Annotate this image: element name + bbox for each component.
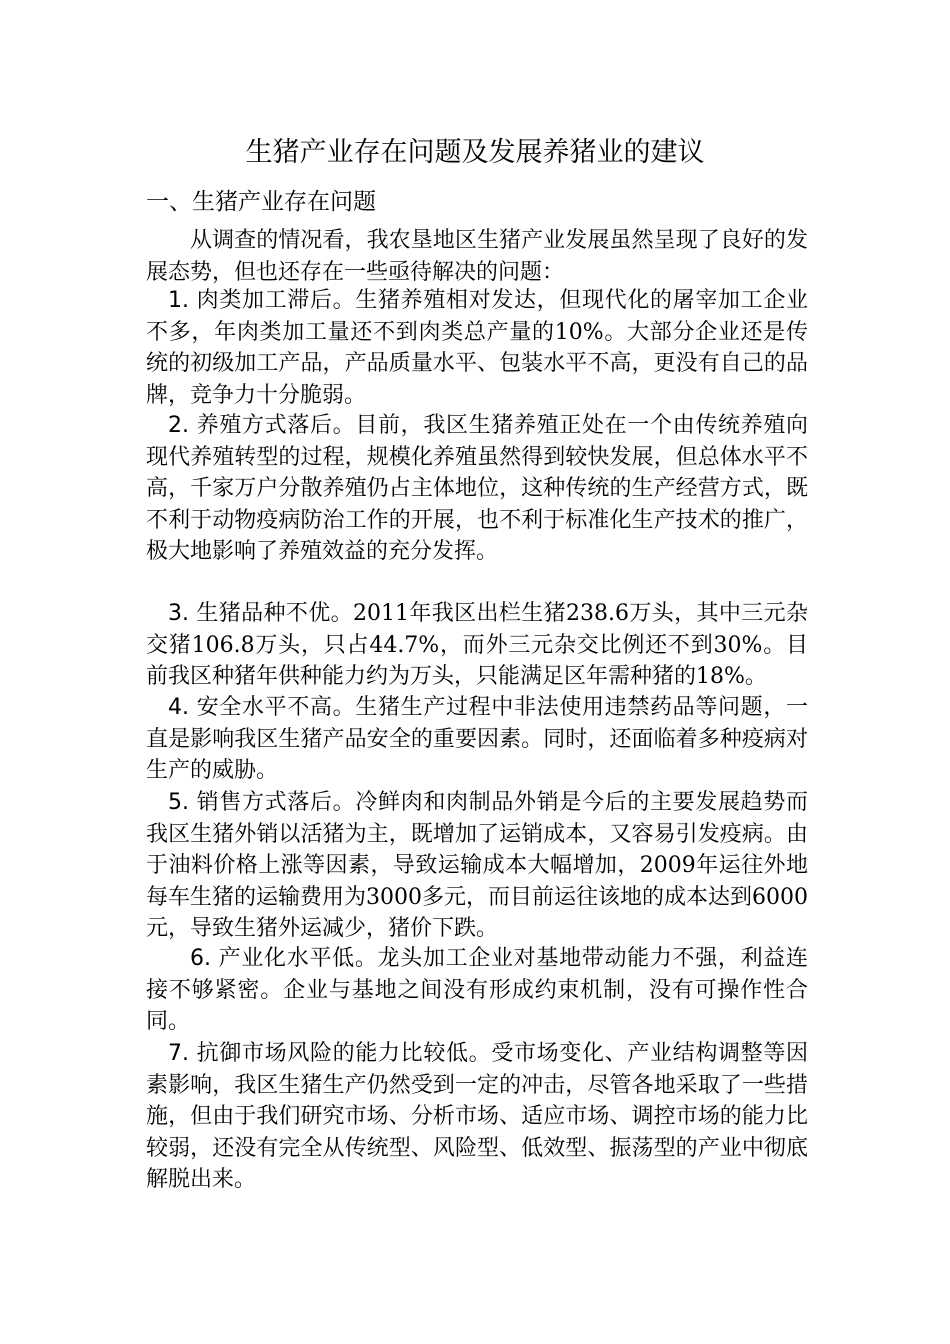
item-2-lead: 2. 养殖方式落后。 xyxy=(168,413,356,438)
item-2-body: 目前，我区生猪养殖正处在一个由传统养殖向现代养殖转型的过程，规模化养殖虽然得到较快发展，但总体水平不高，千家万户分散养殖仍占主体地位，这种传统的生产经营方式，既不利于动物疫病防治工作的开展，也不利于标准化生产技术的推广，极大地影响了养殖效益的充分发挥。 xyxy=(146,413,808,564)
paragraph-item-6 xyxy=(146,943,808,1038)
section-heading: 一、生猪产业存在问题 xyxy=(146,189,376,215)
document-title: 生猪产业存在问题及发展养猪业的建议 xyxy=(245,137,705,168)
paragraph-item-4 xyxy=(146,692,808,787)
item-5-body: 冷鲜肉和肉制品外销是今后的主要发展趋势而我区生猪外销以活猪为主，既增加了运销成本，又容易引发疫病。由于油料价格上涨等因素，导致运输成本大幅增加，2009年运往外地每车生猪的运输费用为3000多元，而目前运往该地的成本达到6000元，导致生猪外运减少，猪价下跌。 xyxy=(146,790,808,941)
item-6-body: 龙头加工企业对基地带动能力不强，利益连接不够紧密。企业与基地之间没有形成约束机制，没有可操作性合同。 xyxy=(146,946,808,1034)
item-1-body: 生猪养殖相对发达，但现代化的屠宰加工企业不多，年肉类加工量还不到肉类总产量的10%。大部分企业还是传统的初级加工产品，产品质量水平、包装水平不高，更没有自己的品牌，竞争力十分脆弱。 xyxy=(146,288,808,408)
item-3-body: 2011年我区出栏生猪238.6万头，其中三元杂交猪106.8万头，只占44.7%，而外三元杂交比例还不到30%。目前我区种猪年供种能力约为万头，只能满足区年需种猪的18%。 xyxy=(146,601,808,689)
intro-paragraph: 从调查的情况看，我农垦地区生猪产业发展虽然呈现了良好的发展态势，但也还存在一些亟待解决的问题： xyxy=(146,228,808,285)
item-3-lead: 3. 生猪品种不优。 xyxy=(168,601,353,626)
paragraph-item-1 xyxy=(146,285,808,411)
paragraph-item-5 xyxy=(146,787,808,945)
item-7-body: 受市场变化、产业结构调整等因素影响，我区生猪生产仍然受到一定的冲击，尽管各地采取了一些措施，但由于我们研究市场、分析市场、适应市场、调控市场的能力比较弱，还没有完全从传统型、风险型、低效型、振荡型的产业中彻底解脱出来。 xyxy=(146,1041,808,1192)
item-4-body: 生猪生产过程中非法使用违禁药品等问题，一直是影响我区生猪产品安全的重要因素。同时，还面临着多种疫病对生产的威胁。 xyxy=(146,695,808,783)
item-6-lead: 6. 产业化水平低。 xyxy=(190,946,378,971)
item-7-lead: 7. 抗御市场风险的能力比较低。 xyxy=(168,1041,492,1066)
item-1-lead: 1. 肉类加工滞后。 xyxy=(168,288,356,313)
paragraph-item-2 xyxy=(146,410,808,568)
paragraph-item-3 xyxy=(146,598,808,693)
item-4-lead: 4. 安全水平不高。 xyxy=(168,695,356,720)
item-5-lead: 5. 销售方式落后。 xyxy=(168,790,356,815)
paragraph-item-7 xyxy=(146,1038,808,1196)
